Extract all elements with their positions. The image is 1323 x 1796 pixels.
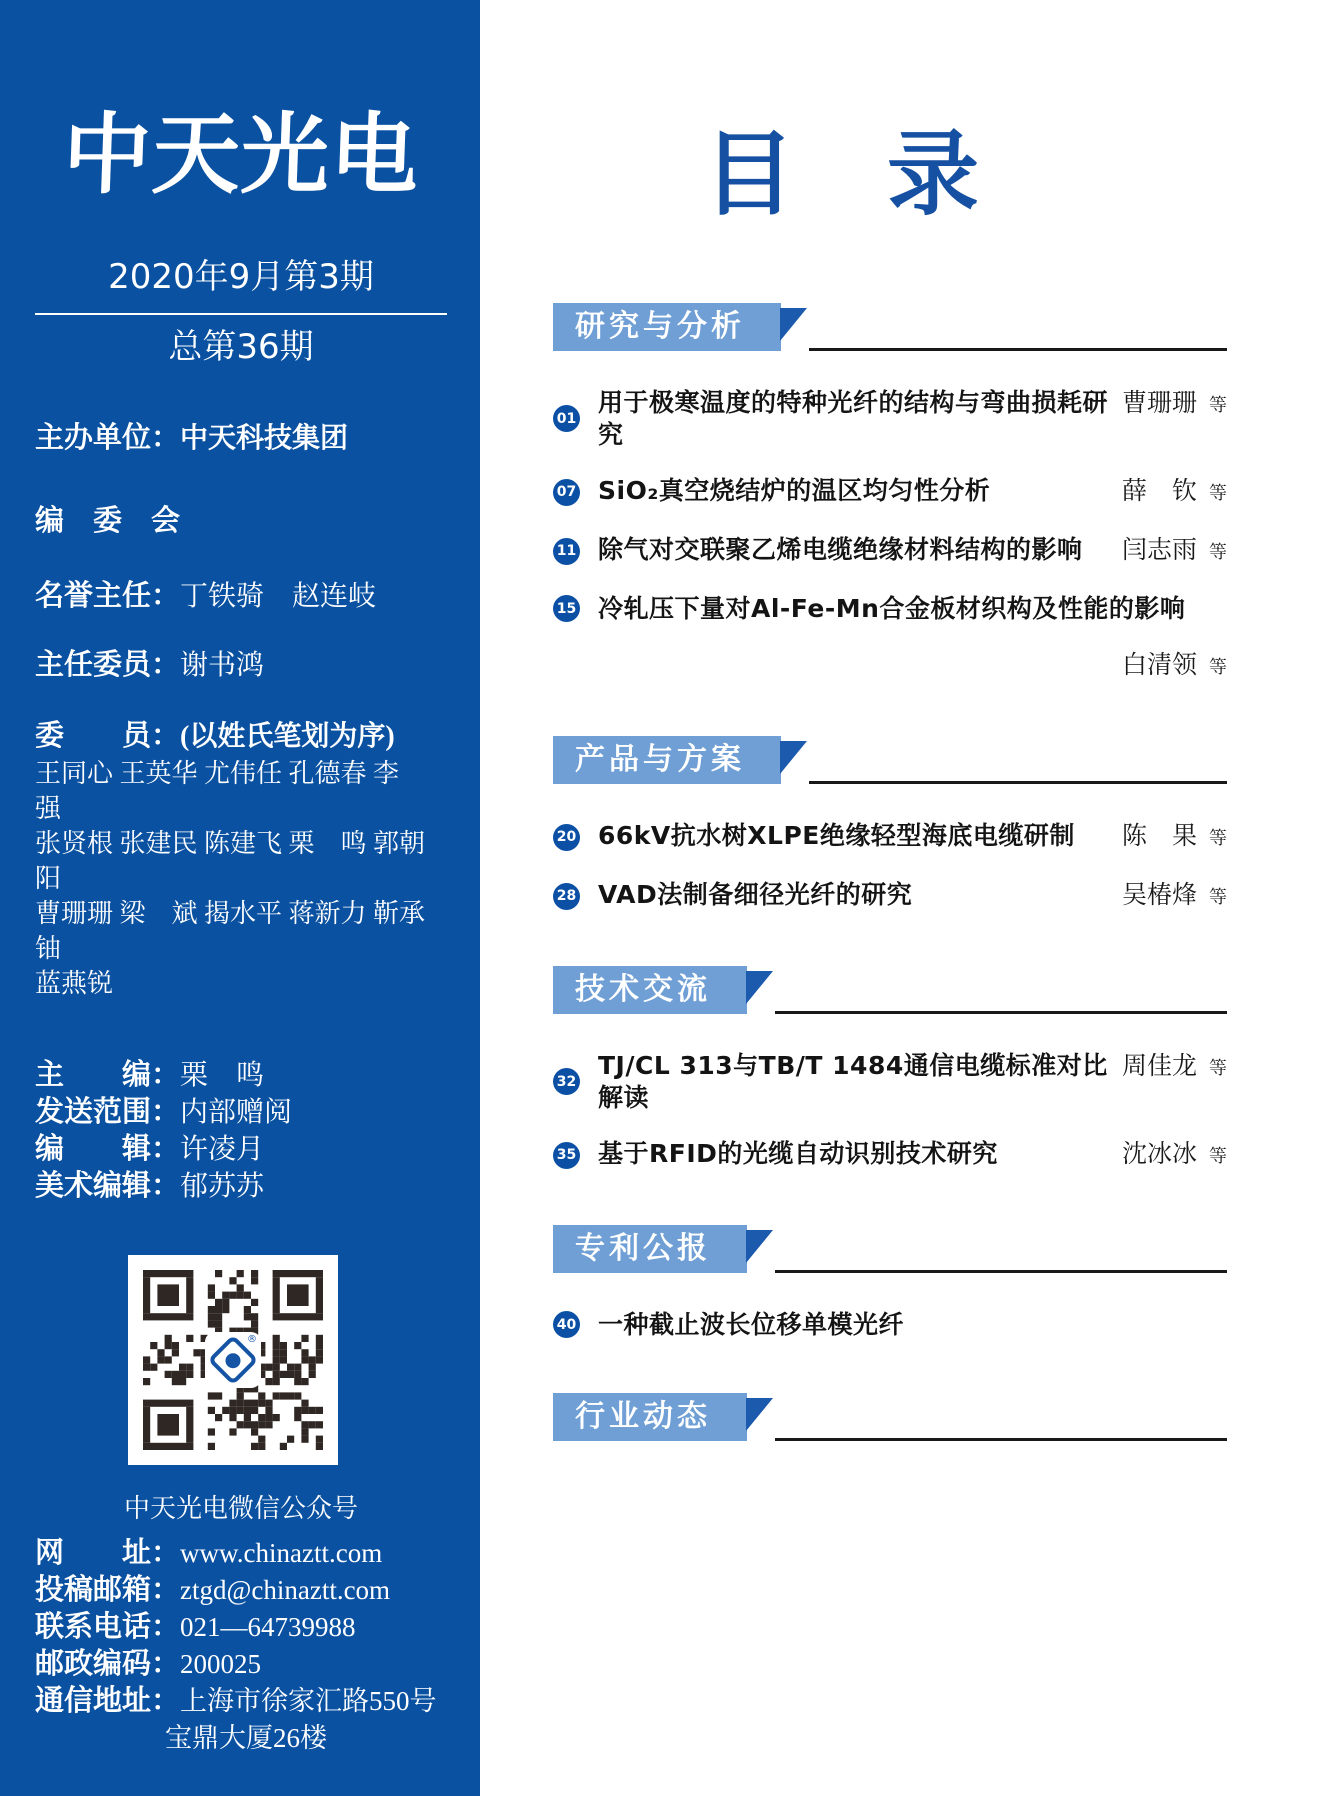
toc-item [553,387,1227,451]
sidebar-row-members [35,717,447,756]
toc-item [553,475,1227,510]
sidebar-value-director: 谢书鸿 [180,649,265,681]
ztt-logo [205,1332,261,1388]
toc-section-3 [553,966,1227,1173]
article-title: 基于RFID的光缆自动识别技术研究 [598,1138,998,1168]
toc-sections [553,303,1227,1441]
article-author: 吴椿烽 [1121,879,1197,909]
toc-item [553,1138,1227,1173]
article-title: SiO₂真空烧结炉的温区均匀性分析 [598,475,991,505]
sidebar-label-organizer: 主办单位： [35,421,181,454]
article-author-etc: 等 [1209,482,1227,504]
toc-item [553,534,1227,569]
sidebar-row-address [35,1683,447,1720]
ztt-eye-icon [218,1345,248,1375]
section-ribbon: 技术交流 [553,966,747,1014]
sidebar-value-address: 上海市徐家汇路550号 [180,1685,437,1716]
sidebar-value-distribution: 内部赠阅 [180,1096,293,1128]
sidebar-label-submission-email: 投稿邮箱： [35,1573,181,1606]
toc-item [553,820,1227,855]
sidebar-value-members: (以姓氏笔划为序) [180,720,395,752]
sidebar-value-address-line2: 宝鼎大厦26楼 [165,1722,327,1753]
committee-members-list [35,756,447,1001]
sidebar-row-director [35,646,447,685]
section-items [553,351,1227,684]
article-author: 沈冰冰 [1121,1138,1197,1168]
page-number-badge: 11 [553,538,580,565]
folded-corner-icon [746,1230,773,1263]
section-items [553,1273,1227,1341]
sidebar-label-editor: 编 辑： [35,1132,181,1165]
article-author-etc: 等 [1209,541,1227,563]
section-rule [809,348,1227,351]
folded-corner-icon [780,308,807,341]
toc-section-2 [553,736,1227,914]
sidebar-row-submission-email [35,1572,447,1609]
issue-divider [35,313,447,315]
section-ribbon: 行业动态 [553,1393,747,1441]
page-number-badge: 20 [553,824,580,851]
sidebar-label-website: 网 址： [35,1536,181,1569]
sidebar-label-address-line2 [35,1720,165,1757]
qr-code [128,1255,338,1465]
page-title: 目 录 [703,120,980,228]
page-number-badge: 35 [553,1142,580,1169]
page-number-badge: 32 [553,1068,580,1095]
toc-section-4 [553,1225,1227,1341]
section-header [553,1393,1227,1441]
sidebar-row-website [35,1535,447,1572]
article-author-etc: 等 [1209,656,1227,678]
sidebar-value-honorary: 丁铁骑 赵连岐 [180,580,377,612]
article-title: 用于极寒温度的特种光纤的结构与弯曲损耗研究 [598,387,1109,449]
committee-members-row-1: 王同心 王英华 尤伟任 孔德春 李 强 [35,758,426,823]
sidebar-label-members: 委 员： [35,719,181,752]
sidebar-label-phone: 联系电话： [35,1610,181,1643]
sidebar-value-website: www.chinaztt.com [180,1537,383,1568]
page-number-badge: 07 [553,479,580,506]
qr-caption: 中天光电微信公众号 [123,1493,358,1523]
folded-corner-icon [746,1398,773,1431]
article-title: 66kV抗水树XLPE绝缘轻型海底电缆研制 [598,820,1075,850]
toc-section-1 [553,303,1227,684]
sidebar-row-honorary [35,577,447,616]
toc-item-author-line [553,649,1227,684]
sidebar-row-distribution [35,1094,447,1131]
page-number-badge: 15 [553,595,580,622]
article-author-etc: 等 [1209,886,1227,908]
article-author-etc: 等 [1209,1057,1227,1079]
article-author: 周佳龙 [1121,1050,1197,1080]
sidebar-value-organizer: 中天科技集团 [180,422,349,454]
page-number-badge: 28 [553,883,580,910]
folded-corner-icon [780,741,807,774]
section-rule [775,1270,1227,1273]
sidebar-value-editor: 许凌月 [180,1133,265,1165]
sidebar-label-honorary: 名誉主任： [35,579,181,612]
sidebar-info [35,419,447,756]
sidebar-label-committee: 编 委 会 [35,504,181,537]
committee-members-row-3: 曹珊珊 梁 斌 揭水平 蒋新力 靳承铀 [35,898,426,963]
section-rule [809,781,1227,784]
sidebar-value-submission-email: ztgd@chinaztt.com [180,1574,391,1605]
sidebar-label-distribution: 发送范围： [35,1095,181,1128]
article-author: 陈 果 [1121,820,1197,850]
sidebar-row-organizer [35,419,447,458]
article-author-etc: 等 [1209,827,1227,849]
section-ribbon: 产品与方案 [553,736,781,784]
volume-line: 总第36期 [168,326,314,367]
staff-block [35,1057,447,1205]
sidebar-value-postcode: 200025 [180,1648,262,1679]
section-rule [775,1011,1227,1014]
toc-item [553,1050,1227,1114]
article-author: 曹珊珊 [1121,387,1197,417]
toc-item [553,1309,1227,1341]
toc-content [480,0,1323,1796]
sidebar-row-committee [35,502,447,541]
magazine-logo: 中天光电 [61,108,421,205]
sidebar-row-chief-editor [35,1057,447,1094]
sidebar-row-postcode [35,1646,447,1683]
toc-item [553,593,1227,625]
sidebar-label-director: 主任委员： [35,648,181,681]
article-title: VAD法制备细径光纤的研究 [598,879,913,909]
folded-corner-icon [746,971,773,1004]
section-header [553,966,1227,1014]
section-items [553,784,1227,914]
sidebar-row-address-line2 [35,1720,447,1757]
article-author-etc: 等 [1209,1145,1227,1167]
sidebar-label-postcode: 邮政编码： [35,1647,181,1680]
sidebar-row-art-editor [35,1168,447,1205]
article-title: 一种截止波长位移单模光纤 [598,1309,905,1339]
sidebar-row-editor [35,1131,447,1168]
article-author-etc: 等 [1209,394,1227,416]
section-header [553,303,1227,351]
sidebar-label-art-editor: 美术编辑： [35,1169,181,1202]
contact-block [35,1535,447,1757]
committee-members-row-4: 蓝燕锐 [35,968,114,998]
registered-mark-icon: ® [247,1333,257,1345]
article-author: 闫志雨 [1121,534,1197,564]
issue-line: 2020年9月第3期 [108,256,374,297]
article-author: 薛 钦 [1121,475,1197,505]
article-title: 冷轧压下量对Al-Fe-Mn合金板材织构及性能的影响 [598,593,1186,623]
article-title: TJ/CL 313与TB/T 1484通信电缆标准对比解读 [598,1050,1108,1112]
page-number-badge: 40 [553,1311,580,1338]
sidebar-value-chief-editor: 栗 鸣 [180,1059,265,1091]
sidebar-label-address: 通信地址： [35,1684,181,1717]
section-rule [775,1438,1227,1441]
sidebar-label-chief-editor: 主 编： [35,1058,181,1091]
article-author: 白清领 [1121,649,1197,679]
section-items [553,1014,1227,1173]
article-title: 除气对交联聚乙烯电缆绝缘材料结构的影响 [598,534,1083,564]
toc-item [553,879,1227,914]
section-header [553,736,1227,784]
sidebar [0,0,480,1796]
toc-section-5 [553,1393,1227,1441]
page-number-badge: 01 [553,405,580,432]
section-ribbon: 研究与分析 [553,303,781,351]
sidebar-value-phone: 021—64739988 [180,1611,356,1642]
section-ribbon: 专利公报 [553,1225,747,1273]
committee-members-row-2: 张贤根 张建民 陈建飞 栗 鸣 郭朝阳 [35,828,426,893]
section-header [553,1225,1227,1273]
sidebar-value-art-editor: 郁苏苏 [180,1170,265,1202]
sidebar-row-phone [35,1609,447,1646]
